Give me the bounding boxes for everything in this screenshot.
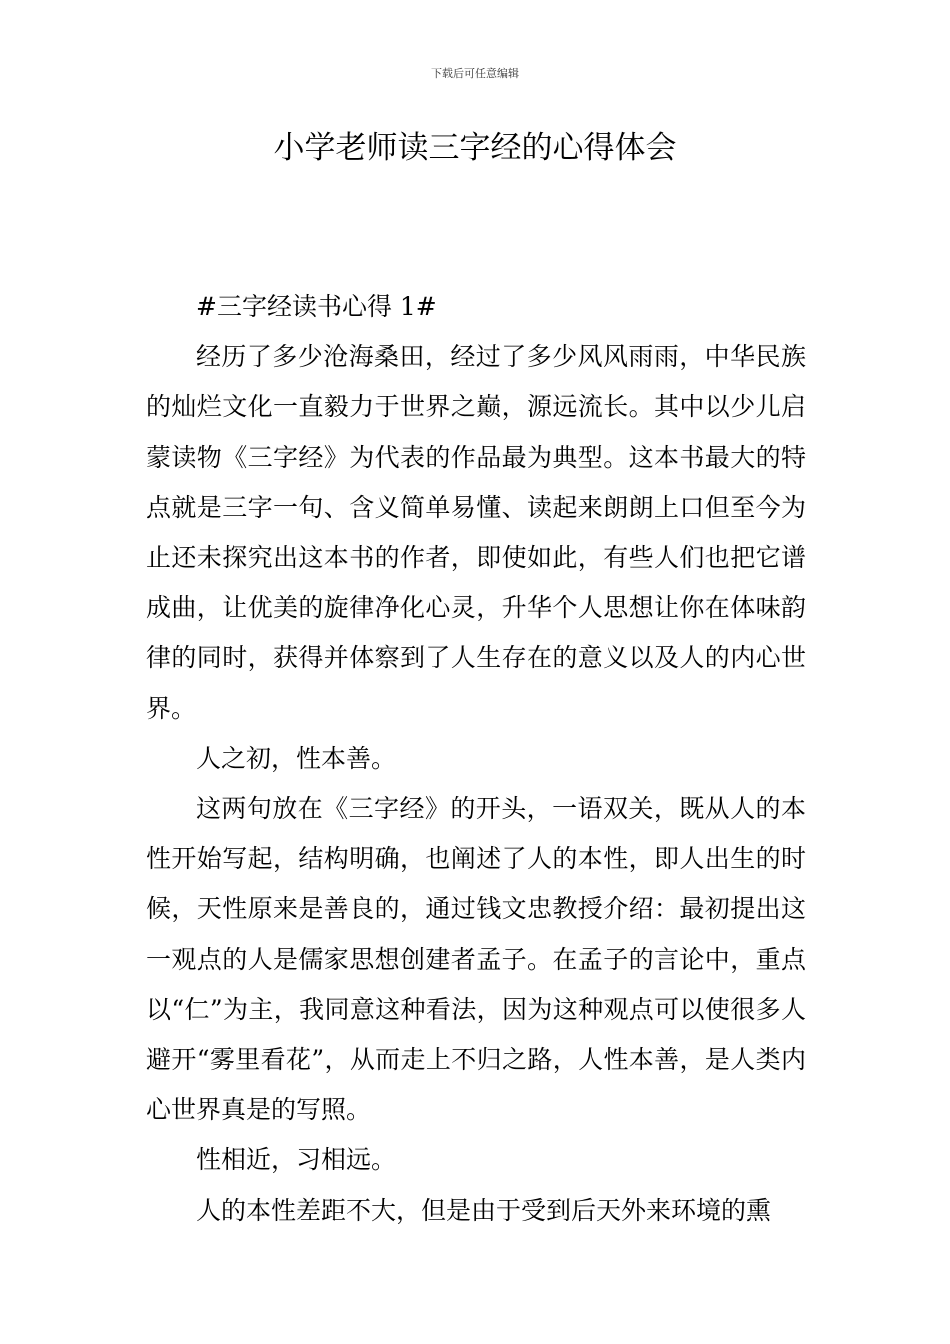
page-header-note: 下载后可任意编辑	[431, 67, 519, 80]
paragraph: 人的本性差距不大，但是由于受到后天外来环境的熏	[196, 1195, 772, 1225]
paragraph: 这两句放在《三字经》的开头，一语双关，既从人的本性开始写起，结构明确，也阐述了人的本性，即人出生的时候，天性原来是善良的，通过钱文忠教授介绍：最初提出这一观点的人是儒家思想创建者孟子。在孟子的言论中，重点以“仁”为主，我同意这种看法，因为这种观点可以使很多人避开“雾里看花”，从而走上不归之路，人性本善，是人类内心世界真是的写照。	[146, 794, 806, 1125]
quote-line: 性相近，习相远。	[196, 1145, 397, 1175]
document-body	[146, 282, 806, 1236]
section-heading: #三字经读书心得 1#	[196, 292, 437, 321]
document-title: 小学老师读三字经的心得体会	[273, 130, 677, 166]
quote-line: 人之初，性本善。	[196, 743, 397, 773]
paragraph: 经历了多少沧海桑田，经过了多少风风雨雨，中华民族的灿烂文化一直毅力于世界之巅，源远流长。其中以少儿启蒙读物《三字经》为代表的作品最为典型。这本书最大的特点就是三字一句、含义简单易懂、读起来朗朗上口但至今为止还未探究出这本书的作者，即使如此，有些人们也把它谱成曲，让优美的旋律净化心灵，升华个人思想让你在体味韵律的同时，获得并体察到了人生存在的意义以及人的内心世界。	[146, 342, 806, 723]
